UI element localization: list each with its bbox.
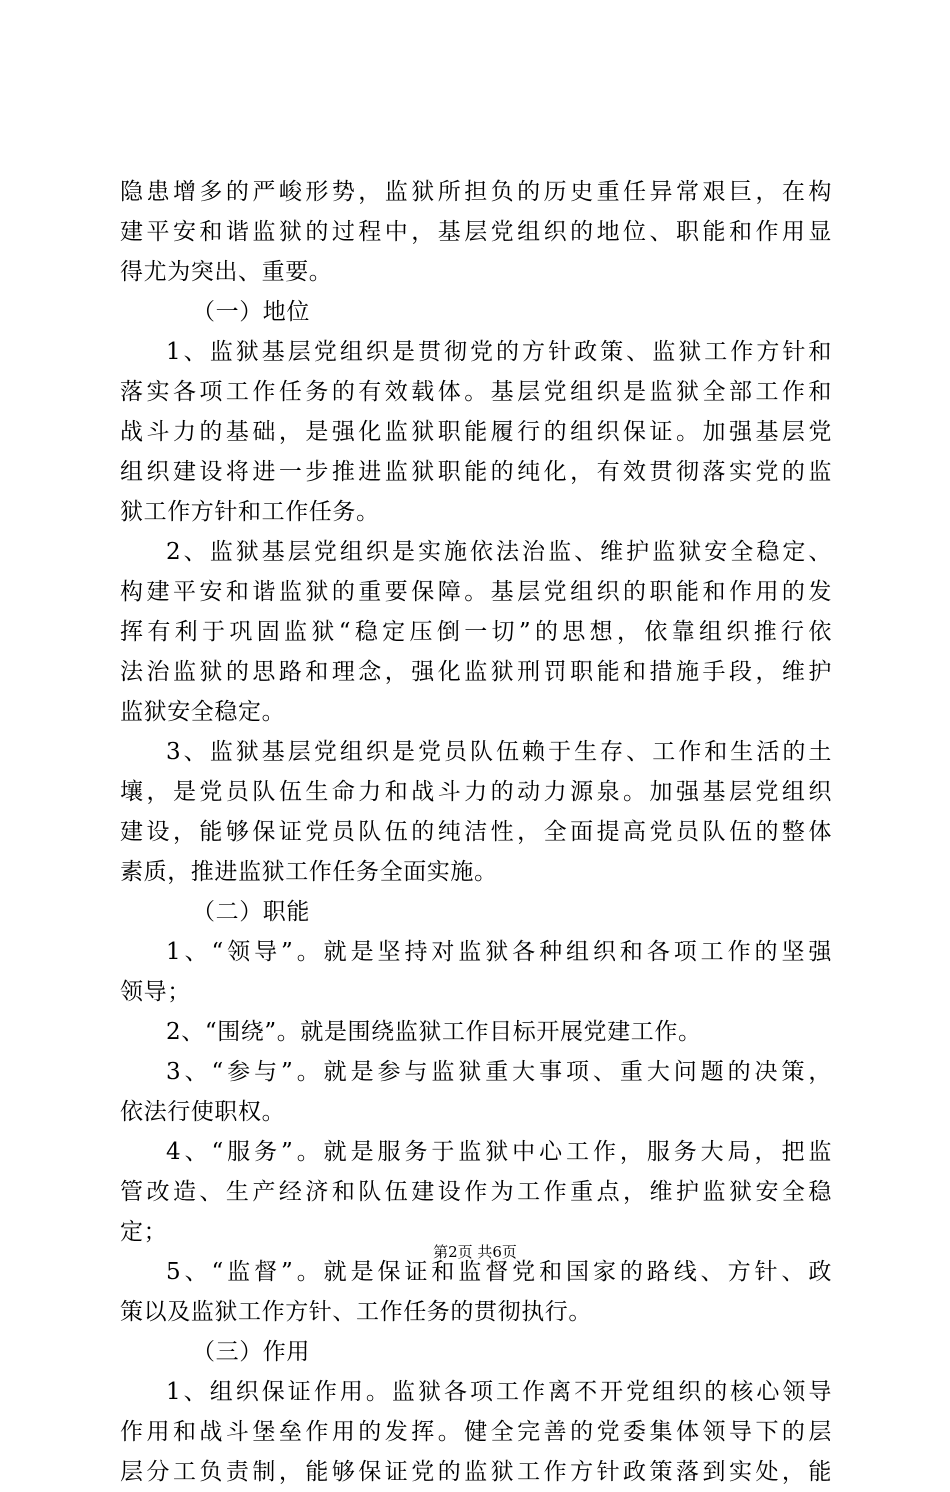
text-line: 作用和战斗堡垒作用的发挥。健全完善的党委集体领导下的层	[120, 1419, 832, 1445]
text-line: 1、组织保证作用。监狱各项工作离不开党组织的核心领导	[166, 1379, 832, 1405]
text-line: 2、监狱基层党组织是实施依法治监、维护监狱安全稳定、	[166, 539, 832, 565]
text-line: 战斗力的基础，是强化监狱职能履行的组织保证。加强基层党	[120, 419, 832, 445]
text-line: 挥有利于巩固监狱“稳定压倒一切”的思想，依靠组织推行依	[120, 619, 832, 645]
text-line: （三）作用	[192, 1339, 310, 1365]
text-line: 1、“领导”。就是坚持对监狱各种组织和各项工作的坚强	[166, 939, 832, 965]
text-line: 法治监狱的思路和理念，强化监狱刑罚职能和措施手段，维护	[120, 659, 832, 685]
text-line: 监狱安全稳定。	[120, 699, 286, 725]
text-line: 层分工负责制，能够保证党的监狱工作方针政策落到实处，能	[120, 1459, 832, 1485]
text-line: 5、“监督”。就是保证和监督党和国家的路线、方针、政	[166, 1259, 832, 1285]
text-line: 建平安和谐监狱的过程中，基层党组织的地位、职能和作用显	[120, 219, 832, 245]
text-line: （一）地位	[192, 299, 310, 325]
text-line: 3、“参与”。就是参与监狱重大事项、重大问题的决策，	[166, 1059, 832, 1085]
text-line: 3、监狱基层党组织是党员队伍赖于生存、工作和生活的土	[166, 739, 832, 765]
text-line: 素质，推进监狱工作任务全面实施。	[120, 859, 498, 885]
text-line: 得尤为突出、重要。	[120, 259, 333, 285]
text-line: 建设，能够保证党员队伍的纯洁性，全面提高党员队伍的整体	[120, 819, 832, 845]
text-line: 隐患增多的严峻形势，监狱所担负的历史重任异常艰巨，在构	[120, 179, 832, 205]
text-line: 定；	[120, 1219, 168, 1245]
text-line: 依法行使职权。	[120, 1099, 286, 1125]
text-line: 领导；	[120, 979, 191, 1005]
text-line: 管改造、生产经济和队伍建设作为工作重点，维护监狱安全稳	[120, 1179, 832, 1205]
text-line: 落实各项工作任务的有效载体。基层党组织是监狱全部工作和	[120, 379, 832, 405]
text-line: 组织建设将进一步推进监狱职能的纯化，有效贯彻落实党的监	[120, 459, 832, 485]
text-line: （二）职能	[192, 899, 310, 925]
page-footer: 第2页 共6页	[433, 1243, 517, 1261]
text-line: 1、监狱基层党组织是贯彻党的方针政策、监狱工作方针和	[166, 339, 832, 365]
document-body	[120, 172, 832, 1492]
text-line: 4、“服务”。就是服务于监狱中心工作，服务大局，把监	[166, 1139, 832, 1165]
text-line: 壤，是党员队伍生命力和战斗力的动力源泉。加强基层党组织	[120, 779, 832, 805]
text-line: 构建平安和谐监狱的重要保障。基层党组织的职能和作用的发	[120, 579, 832, 605]
text-line: 2、“围绕”。就是围绕监狱工作目标开展党建工作。	[166, 1019, 702, 1045]
text-line: 策以及监狱工作方针、工作任务的贯彻执行。	[120, 1299, 592, 1325]
text-line: 狱工作方针和工作任务。	[120, 499, 380, 525]
